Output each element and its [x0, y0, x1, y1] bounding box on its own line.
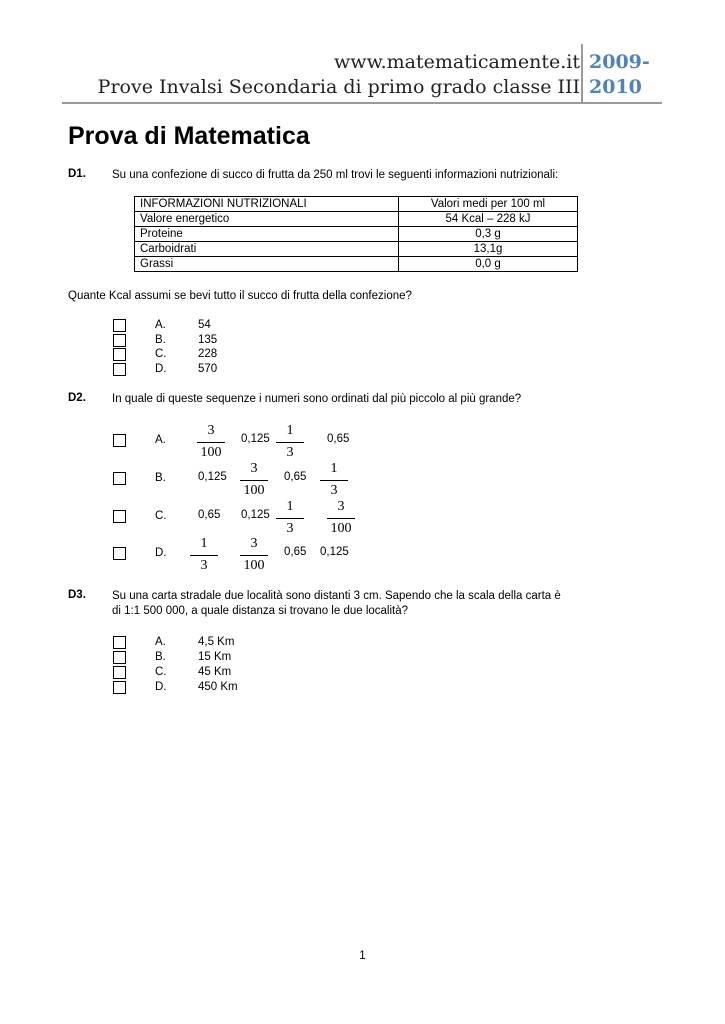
sequence-value: 0,65	[327, 433, 350, 445]
table-cell: INFORMAZIONI NUTRIZIONALI	[135, 197, 399, 212]
question-text-line: di 1:1 500 000, a quale distanza si trovano le due località?	[112, 605, 409, 617]
sequence-value: 0,125	[320, 546, 349, 558]
answer-checkbox[interactable]	[113, 681, 126, 694]
fraction-numerator: 3	[250, 536, 258, 551]
option-text: 15 Km	[198, 651, 232, 663]
sequence-value: 0,65	[198, 509, 221, 521]
option-d2-c	[0, 509, 725, 523]
fraction	[272, 423, 308, 461]
page-header	[62, 44, 662, 104]
fraction-numerator: 3	[337, 499, 345, 514]
fraction-denominator: 3	[330, 483, 338, 498]
header-rule	[62, 102, 662, 104]
option-text: 135	[198, 334, 218, 346]
table-cell: Grassi	[135, 257, 399, 272]
fraction	[272, 499, 308, 537]
fraction-numerator: 1	[330, 461, 338, 476]
header-separator	[581, 44, 583, 102]
option-letter: D.	[155, 363, 167, 375]
answer-checkbox[interactable]	[113, 472, 126, 485]
fraction-numerator: 1	[286, 499, 294, 514]
question-text-d1: Su una confezione di succo di frutta da 250 ml trovi le seguenti informazioni nutrizionali:	[112, 169, 559, 181]
option-letter: C.	[155, 348, 167, 360]
header-subtitle: Prove Invalsi Secondaria di primo grado classe III	[97, 76, 580, 98]
header-year	[589, 50, 650, 100]
question-number-d3: D3.	[68, 589, 86, 601]
option-d1-b	[0, 333, 725, 347]
table-cell: 54 Kcal – 228 kJ	[399, 212, 578, 227]
fraction-numerator: 1	[286, 423, 294, 438]
fraction-numerator: 1	[200, 536, 208, 551]
header-year-top: 2009-	[589, 51, 650, 73]
answer-checkbox[interactable]	[113, 434, 126, 447]
answer-checkbox[interactable]	[113, 547, 126, 560]
fraction-numerator: 3	[207, 423, 215, 438]
option-text: 228	[198, 348, 218, 360]
fraction-denominator: 3	[200, 558, 208, 573]
table-cell: 13,1g	[399, 242, 578, 257]
fraction-denominator: 100	[330, 521, 352, 536]
option-letter: B.	[155, 472, 166, 484]
question-number-d1: D1.	[68, 168, 86, 180]
answer-checkbox[interactable]	[113, 334, 126, 347]
option-d3-b	[0, 650, 725, 664]
option-d1-c	[0, 347, 725, 361]
header-text	[98, 50, 580, 100]
option-letter: D.	[155, 681, 167, 693]
option-letter: A.	[155, 434, 166, 446]
table-row	[135, 227, 578, 242]
fraction-numerator: 3	[250, 461, 258, 476]
option-letter: C.	[155, 510, 167, 522]
option-d1-a	[0, 318, 725, 332]
option-d2-b	[0, 471, 725, 485]
option-letter: C.	[155, 666, 167, 678]
sequence-value: 0,125	[241, 509, 270, 521]
fraction	[316, 461, 352, 499]
option-text: 54	[198, 319, 211, 331]
header-site: www.matematicamente.it	[334, 51, 580, 73]
sequence-value: 0,125	[241, 433, 270, 445]
fraction-denominator: 100	[243, 483, 265, 498]
table-cell: Valori medi per 100 ml	[399, 197, 578, 212]
table-cell: 0,0 g	[399, 257, 578, 272]
option-d2-d	[0, 546, 725, 560]
option-text: 450 Km	[198, 681, 238, 693]
option-d2-a	[0, 433, 725, 447]
option-text: 45 Km	[198, 666, 232, 678]
option-letter: A.	[155, 319, 166, 331]
question-text-d2: In quale di queste sequenze i numeri sono ordinati dal più piccolo al più grande?	[112, 393, 522, 405]
option-text: 570	[198, 363, 218, 375]
sequence-value: 0,65	[284, 546, 307, 558]
table-cell: 0,3 g	[399, 227, 578, 242]
fraction	[236, 536, 272, 574]
table-row	[135, 212, 578, 227]
option-text: 4,5 Km	[198, 636, 235, 648]
table-cell: Valore energetico	[135, 212, 399, 227]
fraction	[186, 536, 222, 574]
fraction-denominator: 100	[200, 445, 222, 460]
table-row	[135, 242, 578, 257]
sequence-value: 0,65	[284, 471, 307, 483]
option-letter: D.	[155, 547, 167, 559]
option-d1-d	[0, 362, 725, 376]
answer-checkbox[interactable]	[113, 510, 126, 523]
fraction	[236, 461, 272, 499]
answer-checkbox[interactable]	[113, 666, 126, 679]
fraction-denominator: 3	[286, 521, 294, 536]
option-letter: B.	[155, 334, 166, 346]
fraction-denominator: 3	[286, 445, 294, 460]
question-text-d3	[112, 589, 612, 619]
page-number: 1	[359, 950, 366, 962]
table-row	[135, 197, 578, 212]
answer-checkbox[interactable]	[113, 363, 126, 376]
option-d3-c	[0, 665, 725, 679]
fraction-denominator: 100	[243, 558, 265, 573]
table-cell: Carboidrati	[135, 242, 399, 257]
answer-checkbox[interactable]	[113, 636, 126, 649]
sequence-value: 0,125	[198, 471, 227, 483]
fraction	[193, 423, 229, 461]
option-letter: A.	[155, 636, 166, 648]
fraction	[323, 499, 359, 537]
table-row	[135, 257, 578, 272]
option-letter: B.	[155, 651, 166, 663]
question-d1-prompt: Quante Kcal assumi se bevi tutto il succo di frutta della confezione?	[68, 290, 412, 302]
nutrition-table	[134, 196, 578, 272]
question-text-line: Su una carta stradale due località sono distanti 3 cm. Sapendo che la scala della carta è	[112, 590, 561, 602]
table-cell: Proteine	[135, 227, 399, 242]
answer-checkbox[interactable]	[113, 348, 126, 361]
question-number-d2: D2.	[68, 392, 86, 404]
option-d3-d	[0, 680, 725, 694]
option-d3-a	[0, 635, 725, 649]
header-year-bottom: 2010	[589, 76, 642, 98]
page-title: Prova di Matematica	[68, 122, 310, 150]
answer-checkbox[interactable]	[113, 651, 126, 664]
answer-checkbox[interactable]	[113, 319, 126, 332]
